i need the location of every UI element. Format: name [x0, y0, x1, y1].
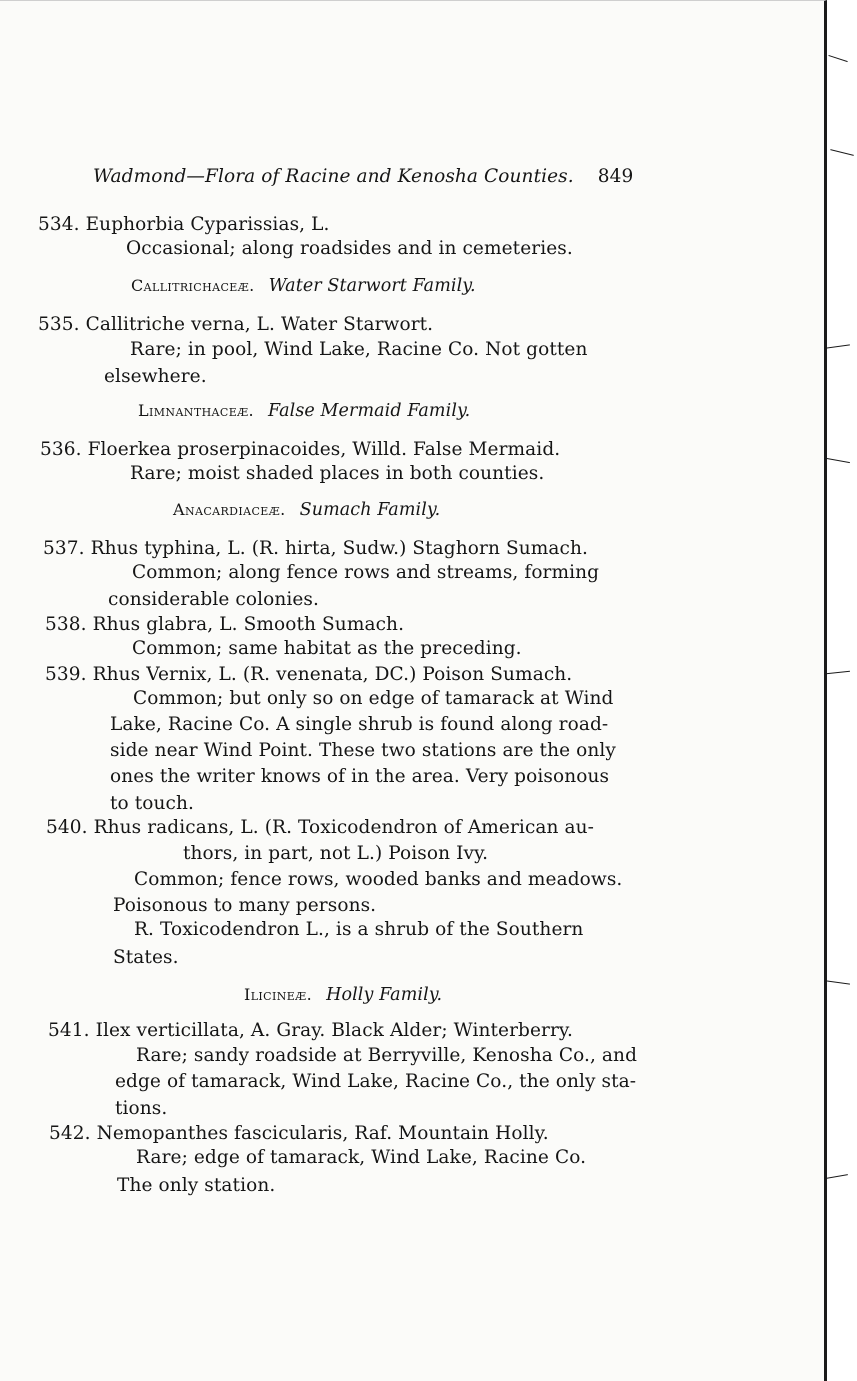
family-name: Anacardiaceæ. — [173, 500, 286, 519]
entry-539-title: 539. Rhus Vernix, L. (R. venenata, DC.) Poison Sumach. — [45, 664, 573, 685]
entry-540-note-2: Poisonous to many persons. — [113, 895, 377, 916]
entry-540-note-4: States. — [113, 947, 179, 968]
entry-538-title: 538. Rhus glabra, L. Smooth Sumach. — [45, 614, 405, 635]
scan-edge-mark — [828, 55, 847, 63]
entry-541-note-2: edge of tamarack, Wind Lake, Racine Co., the only sta- — [115, 1071, 637, 1092]
entry-539-note-3: side near Wind Point. These two stations are the only — [110, 740, 616, 761]
entry-540-title-1: 540. Rhus radicans, L. (R. Toxicodendron of American au- — [46, 817, 595, 838]
family-heading-limnanthaceae — [138, 399, 470, 423]
entry-539-note-5: to touch. — [110, 793, 194, 814]
running-header — [93, 165, 633, 189]
family-heading-ilicineae — [244, 983, 442, 1007]
entry-537-title: 537. Rhus typhina, L. (R. hirta, Sudw.) Staghorn Sumach. — [43, 538, 588, 559]
entry-538-note: Common; same habitat as the preceding. — [132, 638, 522, 659]
entry-541-note-3: tions. — [115, 1098, 168, 1119]
family-common-name: Holly Family. — [326, 985, 443, 1005]
entry-540-note-3: R. Toxicodendron L., is a shrub of the Southern — [134, 919, 584, 940]
family-heading-anacardiaceae — [173, 498, 440, 522]
entry-537-note-1: Common; along fence rows and streams, forming — [132, 562, 600, 583]
entry-542-note-1: Rare; edge of tamarack, Wind Lake, Racine Co. — [136, 1147, 587, 1168]
entry-536-note: Rare; moist shaded places in both counties. — [130, 463, 545, 484]
entry-541-note-1: Rare; sandy roadside at Berryville, Kenosha Co., and — [136, 1045, 638, 1066]
entry-535-note-2: elsewhere. — [104, 366, 207, 387]
family-name: Callitrichaceæ. — [131, 276, 255, 295]
scan-edge-mark — [826, 671, 850, 675]
entry-540-title-2: thors, in part, not L.) Poison Ivy. — [183, 843, 489, 864]
entry-534-title: 534. Euphorbia Cyparissias, L. — [38, 214, 330, 235]
scan-edge-mark — [826, 1174, 848, 1179]
entry-541-title: 541. Ilex verticillata, A. Gray. Black Alder; Winterberry. — [48, 1020, 573, 1041]
entry-542-note-2: The only station. — [117, 1175, 276, 1196]
entry-536-title: 536. Floerkea proserpinacoides, Willd. False Mermaid. — [40, 439, 561, 460]
page-number: 849 — [597, 166, 634, 187]
entry-540-note-1: Common; fence rows, wooded banks and meadows. — [134, 869, 623, 890]
family-name: Ilicineæ. — [244, 985, 313, 1004]
scan-edge-mark — [826, 344, 850, 349]
family-common-name: False Mermaid Family. — [268, 401, 471, 421]
entry-539-note-2: Lake, Racine Co. A single shrub is found along road- — [110, 714, 609, 735]
family-name: Limnanthaceæ. — [138, 401, 255, 420]
entry-539-note-1: Common; but only so on edge of tamarack at Wind — [133, 688, 614, 709]
scan-edge-mark — [826, 980, 850, 985]
entry-535-note-1: Rare; in pool, Wind Lake, Racine Co. Not gotten — [130, 339, 588, 360]
header-title: Wadmond—Flora of Racine and Kenosha Counties. — [93, 166, 574, 187]
family-common-name: Sumach Family. — [299, 500, 441, 520]
entry-542-title: 542. Nemopanthes fascicularis, Raf. Mountain Holly. — [49, 1123, 549, 1144]
entry-534-note: Occasional; along roadsides and in cemeteries. — [126, 238, 573, 259]
scan-edge-mark — [826, 458, 850, 464]
scan-edge-mark — [830, 149, 854, 156]
family-heading-callitrichaceae — [131, 274, 476, 298]
entry-535-title: 535. Callitriche verna, L. Water Starwort. — [38, 314, 434, 335]
entry-537-note-2: considerable colonies. — [108, 589, 319, 610]
entry-539-note-4: ones the writer knows of in the area. Very poisonous — [110, 766, 610, 787]
family-common-name: Water Starwort Family. — [268, 276, 476, 296]
